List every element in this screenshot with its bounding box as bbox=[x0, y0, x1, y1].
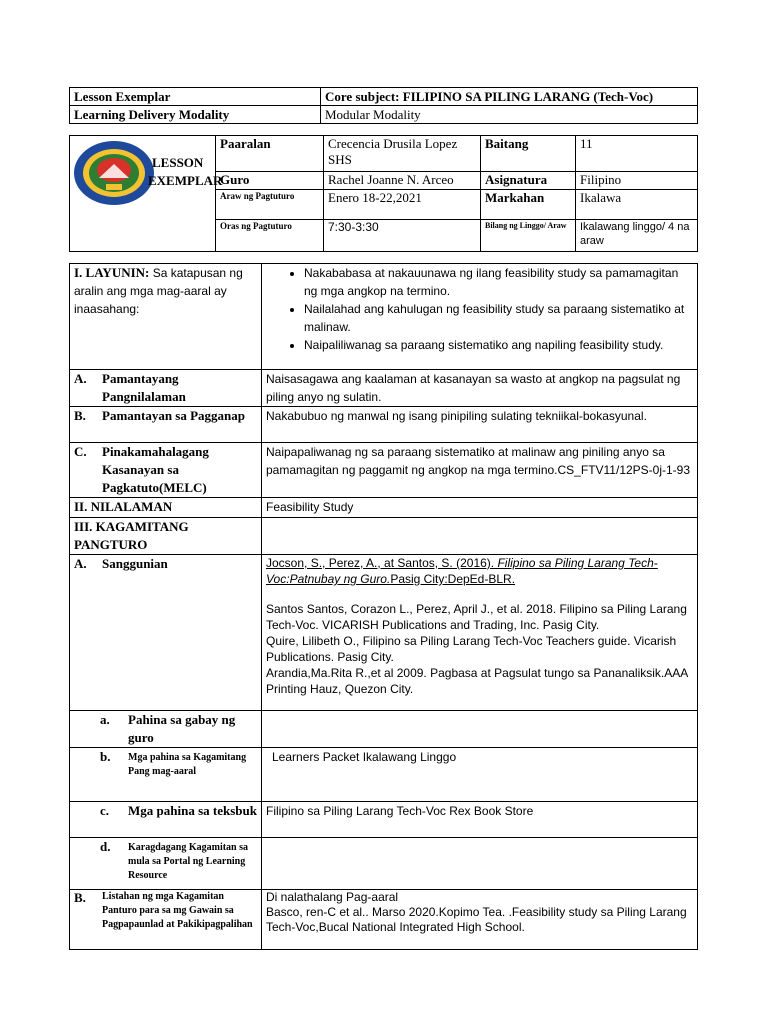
performance-standard-letter: B. bbox=[74, 408, 86, 423]
content-value: Feasibility Study bbox=[262, 498, 698, 518]
reference-2: Santos Santos, Corazon L., Perez, April J., et al. 2018. Filipino sa Piling Larang Tech-Voc. VICARISH Publications and Trading, Inc. Pasig City. bbox=[266, 602, 687, 632]
reference-1-title: Filipino sa Piling Larang Tech-Voc:Patnubay ng Guro. bbox=[266, 556, 658, 586]
school-value: Crecencia Drusila Lopez SHS bbox=[324, 136, 481, 172]
learning-delivery-value: Modular Modality bbox=[321, 106, 698, 124]
references-title: Sanggunian bbox=[102, 556, 168, 571]
objective-item: • Nailalahad ang kahulugan ng feasibility study sa paraang sistematiko at malinaw. bbox=[304, 300, 693, 336]
teacher-guide-pages-value bbox=[262, 711, 698, 748]
materials-list-line1: Di nalathalang Pag-aaral bbox=[266, 890, 399, 904]
materials-list-label bbox=[70, 890, 262, 950]
textbook-pages-value: Filipino sa Piling Larang Tech-Voc Rex Book Store bbox=[262, 802, 698, 838]
logo-title bbox=[148, 154, 223, 190]
teacher-guide-pages-letter: a. bbox=[100, 712, 110, 727]
date-label: Araw ng Pagtuturo bbox=[216, 190, 324, 220]
lesson-table bbox=[69, 263, 698, 950]
objectives-list bbox=[266, 264, 693, 354]
content-standard-value: Naisasagawa ang kaalaman at kasanayan sa wasto at angkop na pagsulat ng piling anyo ng sulatin. bbox=[262, 370, 698, 407]
learner-pages-title: Mga pahina sa Kagamitang Pang mag-aaral bbox=[128, 752, 247, 777]
logo-title-line1: LESSON bbox=[152, 155, 204, 170]
resources-label: III. KAGAMITANG PANGTURO bbox=[70, 518, 262, 555]
teacher-label: Guro bbox=[216, 172, 324, 190]
time-value: 7:30-3:30 bbox=[324, 220, 481, 252]
textbook-pages-title: Mga pahina sa teksbuk bbox=[128, 803, 257, 818]
materials-list-title: Listahan ng mga Kagamitan Panturo para sa mg Gawain sa Pagpapaunlad at Pakikipagpalihan bbox=[102, 891, 253, 930]
quarter-value: Ikalawa bbox=[576, 190, 698, 220]
objectives-intro: Sa katapusan ng aralin ang mga mag-aaral ay inaasahang: bbox=[74, 266, 243, 316]
school-seal bbox=[73, 140, 155, 206]
content-standard-title: Pamantayang Pangnilalaman bbox=[102, 371, 186, 404]
grade-label: Baitang bbox=[481, 136, 576, 172]
portal-resources-letter: d. bbox=[100, 839, 111, 854]
melc-value: Naipapaliwanag ng sa paraang sistematiko at malinaw ang piniling anyo sa pamamagitan ng paggamit ng angkop na mga termino.CS_FTV11/12PS-0j-1-93 bbox=[262, 443, 698, 498]
weeks-label: Bilang ng Linggo/ Araw bbox=[481, 220, 576, 252]
objectives-label-cell bbox=[70, 264, 262, 370]
teacher-value: Rachel Joanne N. Arceo bbox=[324, 172, 481, 190]
time-label: Oras ng Pagtuturo bbox=[216, 220, 324, 252]
objectives-head: I. LAYUNIN: bbox=[74, 265, 150, 280]
content-label: II. NILALAMAN bbox=[70, 498, 262, 518]
references-letter: A. bbox=[74, 556, 87, 571]
weeks-value: Ikalawang linggo/ 4 na araw bbox=[576, 220, 698, 252]
learner-pages-letter: b. bbox=[100, 749, 111, 764]
melc-letter: C. bbox=[74, 444, 87, 459]
logo-cell bbox=[70, 136, 223, 252]
subject-label: Asignatura bbox=[481, 172, 576, 190]
references-value bbox=[262, 555, 698, 711]
school-label: Paaralan bbox=[216, 136, 324, 172]
core-subject: Core subject: FILIPINO SA PILING LARANG (Tech-Voc) bbox=[321, 88, 698, 106]
portal-resources-title: Karagdagang Kagamitan sa mula sa Portal ng Learning Resource bbox=[128, 842, 249, 881]
subject-value: Filipino bbox=[576, 172, 698, 190]
references-label bbox=[70, 555, 262, 711]
resources-value bbox=[262, 518, 698, 555]
reference-1-publisher: Pasig City:DepEd-BLR. bbox=[390, 572, 516, 586]
reference-1 bbox=[266, 555, 693, 587]
objectives-list-cell bbox=[262, 264, 698, 370]
content-standard-label bbox=[70, 370, 262, 407]
quarter-label: Markahan bbox=[481, 190, 576, 220]
content-standard-letter: A. bbox=[74, 371, 87, 386]
learner-pages-value: Learners Packet Ikalawang Linggo bbox=[262, 748, 698, 802]
portal-resources-value bbox=[262, 838, 698, 890]
info-table bbox=[69, 135, 698, 252]
logo-title-line2: EXEMPLAR bbox=[148, 173, 223, 188]
grade-value: 11 bbox=[576, 136, 698, 172]
performance-standard-value: Nakabubuo ng manwal ng isang pinipiling sulating tekniikal-bokasyunal. bbox=[262, 407, 698, 443]
portal-resources-label bbox=[70, 838, 262, 890]
reference-4: Arandia,Ma.Rita R.,et al 2009. Pagbasa at Pagsulat tungo sa Pananaliksik.AAA Printing Hauz, Quezon City. bbox=[266, 666, 688, 696]
materials-list-value bbox=[262, 890, 698, 950]
performance-standard-title: Pamantayan sa Pagganap bbox=[102, 408, 246, 423]
learner-pages-label bbox=[70, 748, 262, 802]
teacher-guide-pages-title: Pahina sa gabay ng guro bbox=[128, 712, 236, 745]
objective-item: • Nakababasa at nakauunawa ng ilang feasibility study sa pamamagitan ng mga angkop na termino. bbox=[304, 264, 693, 300]
reference-1-authors: Jocson, S., Perez, A., at Santos, S. (2016). bbox=[266, 556, 498, 570]
materials-list-line2: Basco, ren-C et al.. Marso 2020.Kopimo Tea. .Feasibility study sa Piling Larang Tech-Voc,Bucal National Integrated High School. bbox=[266, 905, 687, 934]
learning-delivery-label: Learning Delivery Modality bbox=[70, 106, 321, 124]
melc-label bbox=[70, 443, 262, 498]
textbook-pages-letter: c. bbox=[100, 803, 110, 818]
objective-item: • Naipaliliwanag sa paraang sistematiko ang napiling feasibility study. bbox=[304, 336, 693, 354]
lesson-exemplar-title: Lesson Exemplar bbox=[70, 88, 321, 106]
melc-title: Pinakamahalagang Kasanayan sa Pagkatuto(MELC) bbox=[102, 444, 209, 495]
performance-standard-label bbox=[70, 407, 262, 443]
teacher-guide-pages-label bbox=[70, 711, 262, 748]
materials-list-letter: B. bbox=[74, 890, 86, 905]
reference-3: Quire, Lilibeth O., Filipino sa Piling Larang Tech-Voc Teachers guide. Vicarish Publications. Pasig City. bbox=[266, 634, 677, 664]
header-table bbox=[69, 87, 698, 124]
textbook-pages-label bbox=[70, 802, 262, 838]
date-value: Enero 18-22,2021 bbox=[324, 190, 481, 220]
